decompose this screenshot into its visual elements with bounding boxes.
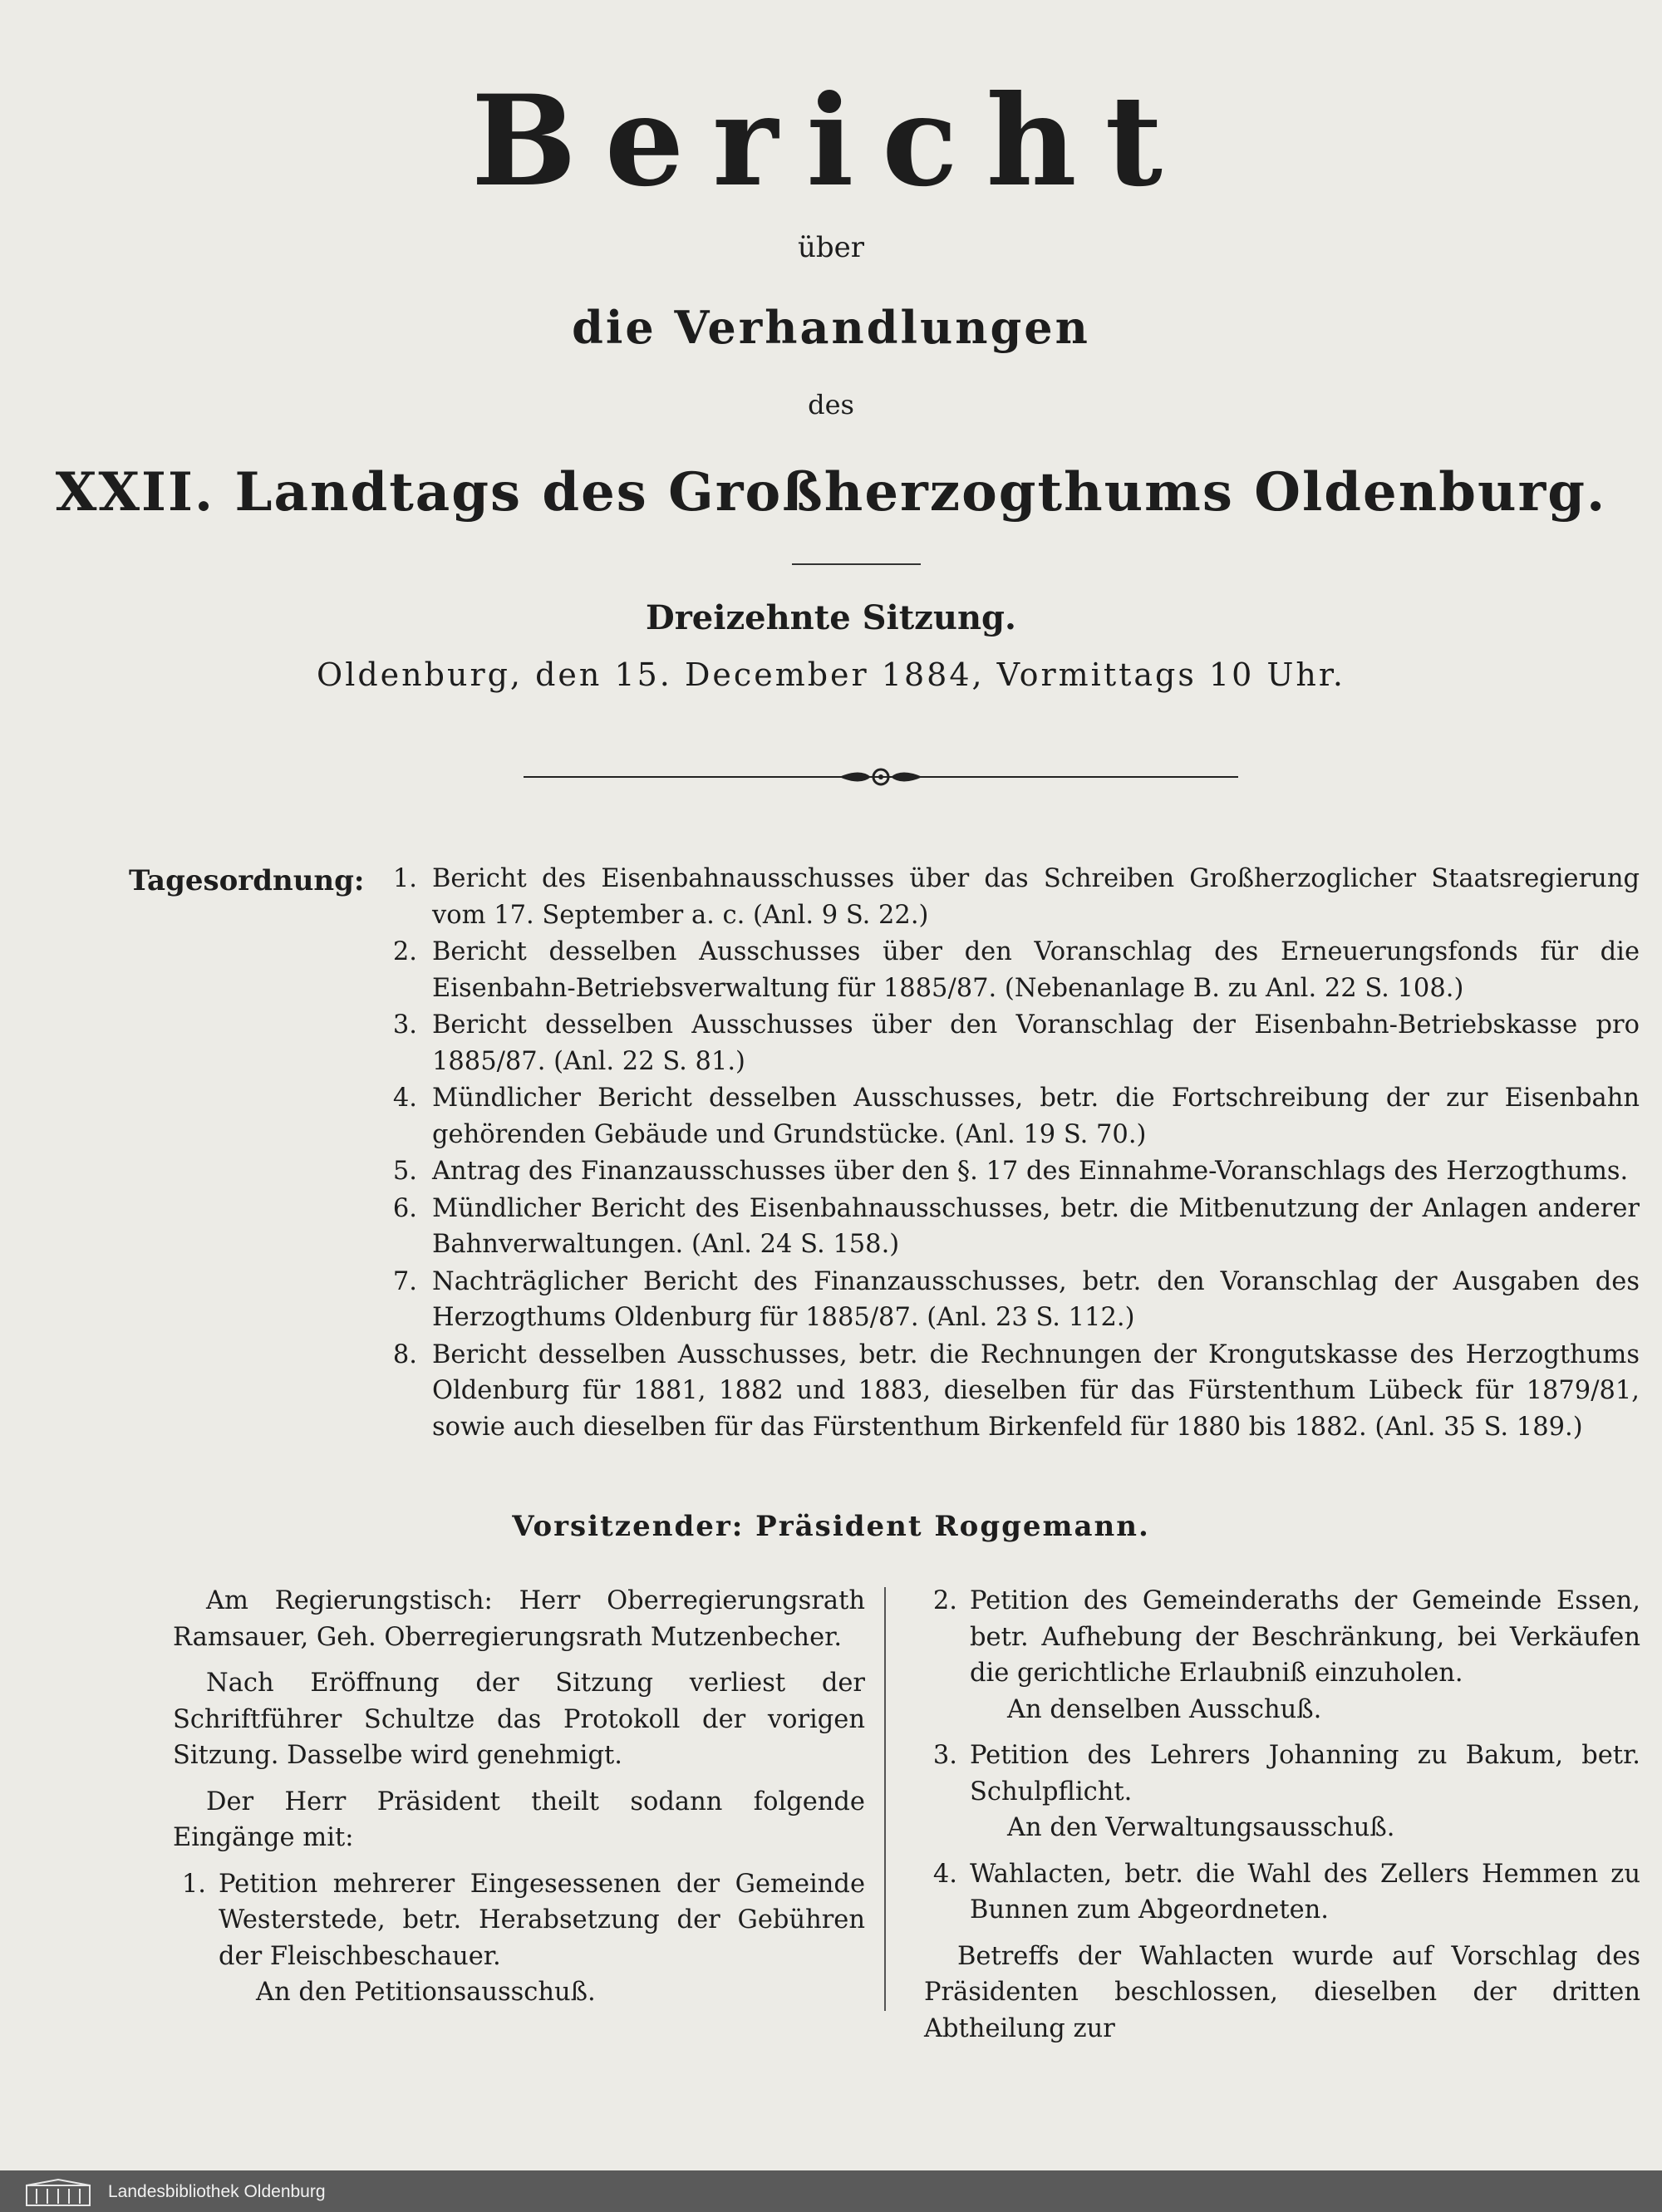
agenda-item-text: Bericht desselben Ausschusses, betr. die Rechnungen der Krongutskasse des Herzogthums Oldenburg für 1881, 1882 und 1883, dieselben für das Fürstenthum Lübeck für 1879/81, sowie auch dieselben für das Fürstenthum Birkenfeld für 1880 bis 1882. (Anl. 35 S. 189.) <box>432 1339 1640 1442</box>
petition-referral: An den Verwaltungsausschuß. <box>1007 1813 1395 1842</box>
agenda-item <box>381 1337 1640 1446</box>
agenda-item-text: Mündlicher Bericht des Eisenbahnausschusses, betr. die Mitbenutzung der Anlagen anderer Bahnverwaltungen. (Anl. 24 S. 158.) <box>432 1193 1640 1259</box>
petition-referral: An denselben Ausschuß. <box>1007 1694 1322 1724</box>
agenda-item-number: 8. <box>392 1339 417 1369</box>
petition-item <box>173 1866 865 1975</box>
petition-number: 2. <box>932 1586 957 1615</box>
subtitle-ueber: über <box>797 231 865 264</box>
petition-text: Wahlacten, betr. die Wahl des Zellers Hemmen zu Bunnen zum Abgeordneten. <box>970 1859 1640 1924</box>
agenda-item <box>381 1264 1640 1336</box>
paragraph-protokoll: Nach Eröffnung der Sitzung verliest der Schriftführer Schultze das Protokoll der vorigen Sitzung. Dasselbe wird genehmigt. <box>173 1669 865 1770</box>
agenda-item <box>381 1007 1640 1079</box>
petition-number: 3. <box>932 1741 957 1770</box>
agenda-item-text: Antrag des Finanzausschusses über den §. 17 des Einnahme-Voranschlags des Herzogthums. <box>432 1157 1629 1186</box>
heading-divider <box>792 563 921 565</box>
agenda-item-text: Mündlicher Bericht desselben Ausschusses, betr. die Fortschreibung der zur Eisenbahn gehörenden Gebäude und Grundstücke. (Anl. 19 S. 70.) <box>432 1084 1640 1149</box>
agenda-item-text: Bericht desselben Ausschusses über den Voranschlag des Erneuerungsfonds für die Eisenbahn-Betriebsverwaltung für 1885/87. (Nebenanlage B. zu Anl. 22 S. 108.) <box>432 937 1640 1003</box>
paragraph-eingaenge: Der Herr Präsident theilt sodann folgende Eingänge mit: <box>173 1787 865 1852</box>
agenda-item-number: 3. <box>392 1010 417 1040</box>
agenda-item-text: Bericht desselben Ausschusses über den Voranschlag der Eisenbahn-Betriebskasse pro 1885/87. (Anl. 22 S. 81.) <box>432 1010 1640 1076</box>
agenda-item-number: 5. <box>392 1157 417 1186</box>
subtitle-des: des <box>808 389 854 420</box>
subtitle-verhandlungen: die Verhandlungen <box>572 301 1090 354</box>
petition-item <box>924 1583 1640 1692</box>
petition-item <box>924 1856 1640 1929</box>
petition-item <box>924 1738 1640 1810</box>
agenda-item <box>381 1191 1640 1263</box>
agenda-item <box>381 1080 1640 1153</box>
left-column <box>173 1583 865 2021</box>
footer-label: Landesbibliothek Oldenburg <box>108 2182 326 2201</box>
library-building-icon <box>25 2179 91 2207</box>
petition-text: Petition des Gemeinderaths der Gemeinde Essen, betr. Aufhebung der Beschränkung, bei Verkäufen die gerichtliche Erlaubniß einzuholen. <box>970 1586 1640 1688</box>
agenda-label: Tagesordnung: <box>129 864 365 897</box>
session-title: Dreizehnte Sitzung. <box>646 598 1016 637</box>
petition-referral: An den Petitionsausschuß. <box>256 1978 596 2007</box>
session-date: Oldenburg, den 15. December 1884, Vormittags 10 Uhr. <box>317 656 1345 693</box>
petition-number: 1. <box>181 1869 206 1899</box>
agenda-list <box>381 861 1640 1446</box>
agenda-item-text: Bericht des Eisenbahnausschusses über das Schreiben Großherzoglicher Staatsregierung vom 17. September a. c. (Anl. 9 S. 22.) <box>432 864 1640 930</box>
column-divider <box>884 1587 886 2011</box>
agenda-item <box>381 1153 1640 1190</box>
paragraph-regierungstisch: Am Regierungstisch: Herr Oberregierungsrath Ramsauer, Geh. Oberregierungsrath Mutzenbecher. <box>173 1586 865 1652</box>
agenda-item-number: 1. <box>392 864 417 893</box>
agenda-item <box>381 861 1640 933</box>
agenda-item-number: 4. <box>392 1084 417 1113</box>
chairman-heading: Vorsitzender: Präsident Roggemann. <box>512 1510 1150 1543</box>
document-title: Bericht <box>471 68 1191 214</box>
agenda-item-number: 2. <box>392 937 417 966</box>
agenda-item-text: Nachträglicher Bericht des Finanzausschusses, betr. den Voranschlag der Ausgaben des Herzogthums Oldenburg für 1885/87. (Anl. 23 S. 112.) <box>432 1266 1640 1332</box>
agenda-item <box>381 934 1640 1006</box>
right-column <box>924 1583 1640 2057</box>
petition-text: Petition des Lehrers Johanning zu Bakum, betr. Schulpflicht. <box>970 1741 1640 1806</box>
landtag-heading: XXII. Landtags des Großherzogthums Oldenburg. <box>55 461 1607 524</box>
paragraph-wahlacten: Betreffs der Wahlacten wurde auf Vorschlag des Präsidenten beschlossen, dieselben der dritten Abtheilung zur <box>924 1941 1640 2043</box>
petition-text: Petition mehrerer Eingesessenen der Gemeinde Westerstede, betr. Herabsetzung der Gebühren der Fleischbeschauer. <box>219 1869 865 1971</box>
petition-number: 4. <box>932 1859 957 1889</box>
agenda-item-number: 7. <box>392 1266 417 1296</box>
agenda-item-number: 6. <box>392 1193 417 1223</box>
ornament-divider <box>524 763 1238 791</box>
